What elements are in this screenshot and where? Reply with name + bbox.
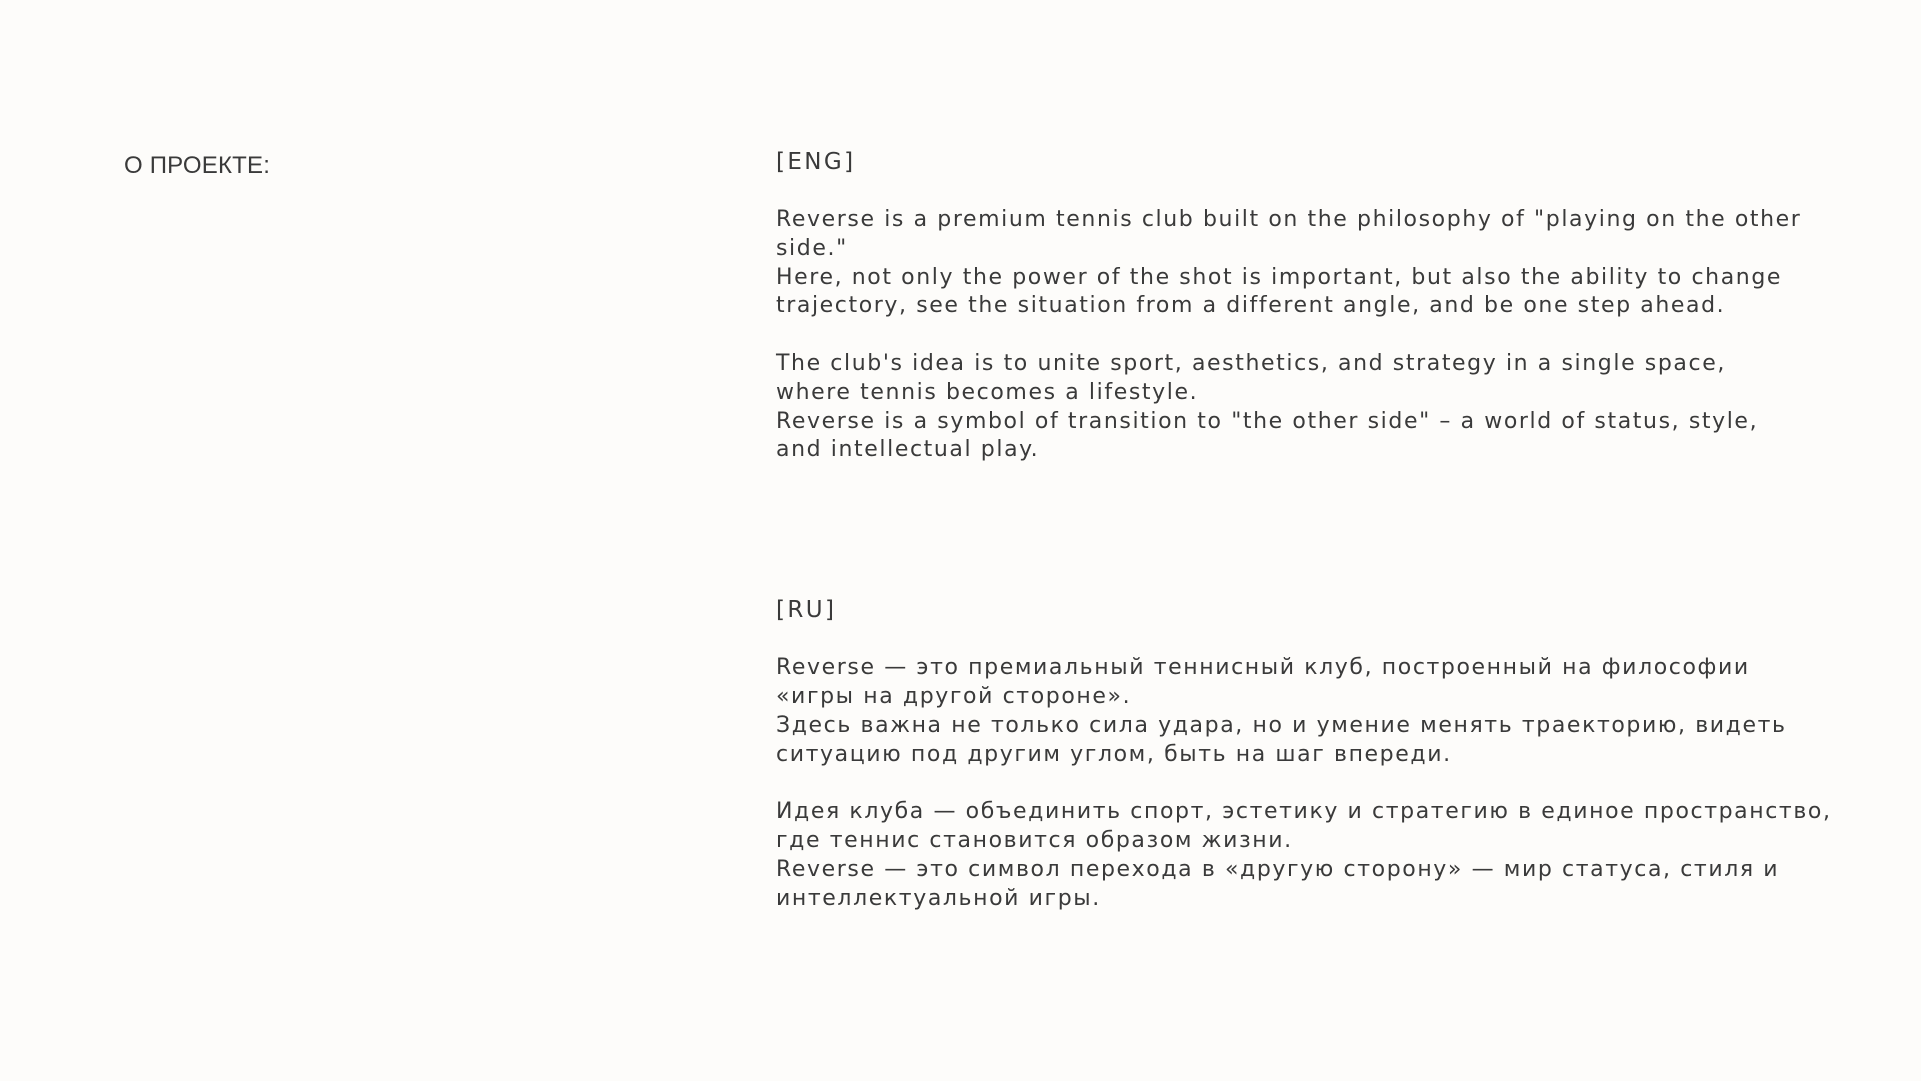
project-description: [776, 148, 1832, 913]
text-line: Here, not only the power of the shot is important, but also the ability to change: [776, 264, 1783, 290]
english-section: [776, 148, 1802, 465]
language-tag-ru: [RU]: [776, 597, 837, 624]
text-line: Reverse — это символ перехода в «другую сторону» — мир статуса, стиля и: [776, 856, 1780, 882]
paragraph-eng-2: [776, 350, 1796, 465]
text-line: Идея клуба — объединить спорт, эстетику и стратегию в единое пространство,: [776, 799, 1832, 825]
text-line: Reverse — это премиальный теннисный клуб, построенный на философии: [776, 655, 1750, 681]
section-title: О ПРОЕКТЕ:: [124, 152, 271, 179]
text-line: Reverse is a premium tennis club built on the philosophy of "playing on the other: [776, 207, 1802, 232]
text-line: Здесь важна не только сила удара, но и умение менять траекторию, видеть: [776, 712, 1787, 738]
text-line: интеллектуальной игры.: [776, 885, 1101, 911]
text-line: side.": [776, 235, 848, 261]
text-line: The club's idea is to unite sport, aesthetics, and strategy in a single space,: [776, 350, 1726, 376]
text-line: where tennis becomes a lifestyle.: [776, 379, 1199, 405]
language-tag-eng: [ENG]: [776, 149, 856, 175]
paragraph-ru-2: [776, 798, 1832, 913]
text-line: где теннис становится образом жизни.: [776, 827, 1293, 853]
text-line: trajectory, see the situation from a different angle, and be one step ahead.: [776, 293, 1726, 319]
paragraph-eng-1: [776, 206, 1802, 321]
text-line: Reverse is a symbol of transition to "the other side" – a world of status, style,: [776, 408, 1759, 434]
text-line: ситуацию под другим углом, быть на шаг впереди.: [776, 741, 1452, 767]
text-line: and intellectual play.: [776, 437, 1040, 463]
russian-section: [776, 596, 1832, 913]
text-line: «игры на другой стороне».: [776, 683, 1132, 709]
paragraph-ru-1: [776, 654, 1796, 769]
